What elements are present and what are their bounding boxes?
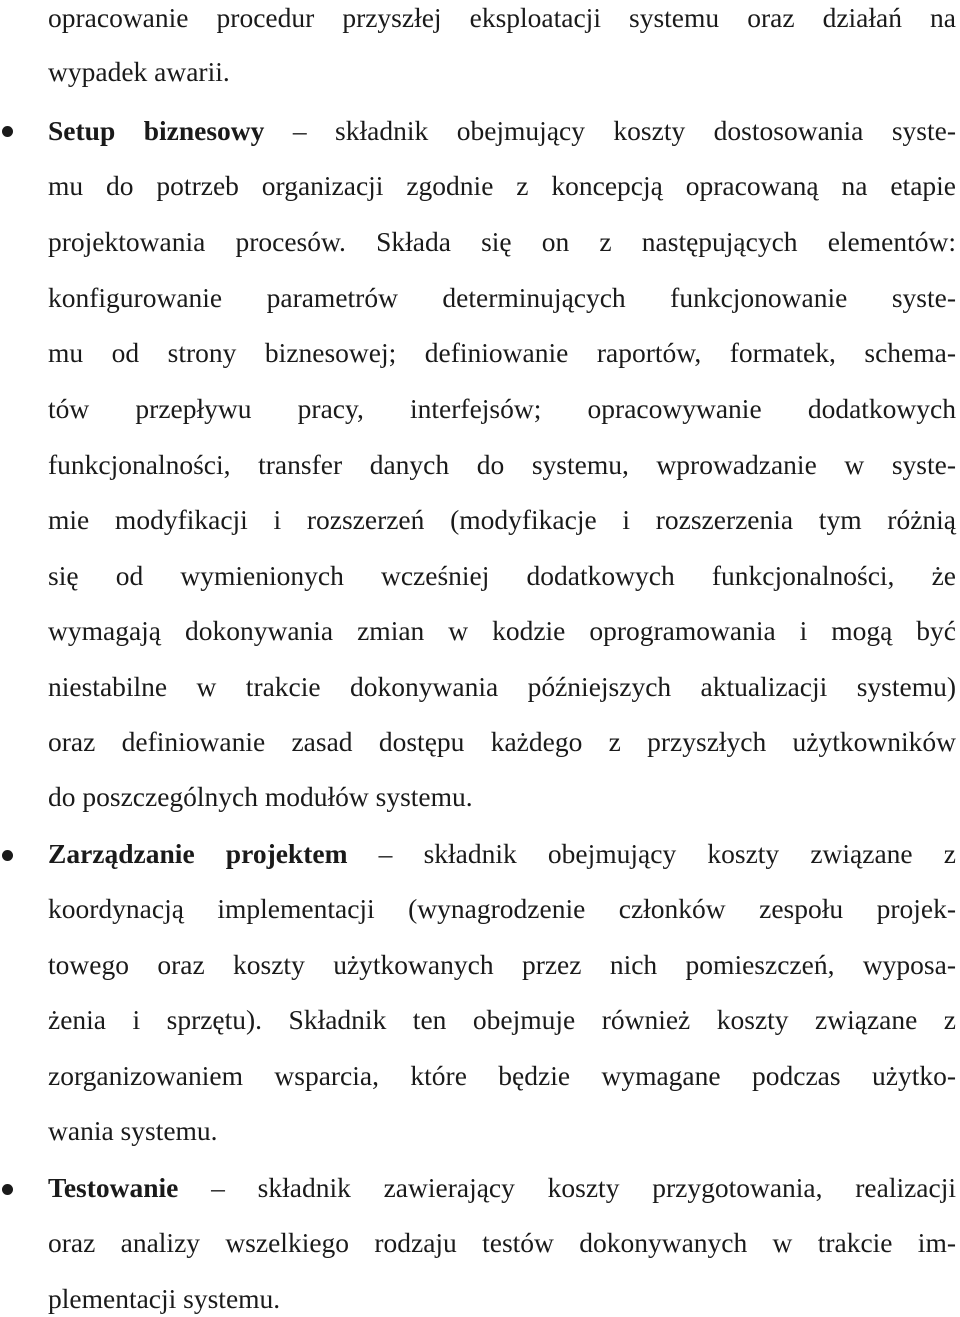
list-item-text: – składnik obejmujący koszty związane z <box>347 838 957 869</box>
list-item-line: wania systemu. <box>48 1115 218 1146</box>
list-item-line: koordynacją implementacji (wynagrodzenie członków zespołu projek- <box>48 893 956 924</box>
list-item-line: konfigurowanie parametrów determinujących funkcjonowanie syste- <box>48 282 956 313</box>
list-item-line: zorganizowaniem wsparcia, które będzie wymagane podczas użytko- <box>48 1060 956 1091</box>
list-item-line: mu od strony biznesowej; definiowanie raportów, formatek, schema- <box>48 337 956 368</box>
list-item-text: – składnik obejmujący koszty dostosowania syste- <box>264 115 957 146</box>
list-item-term: Testowanie <box>48 1172 179 1203</box>
list-item-first-line <box>48 1170 956 1206</box>
list-item-line: do poszczególnych modułów systemu. <box>48 781 473 812</box>
list-item-first-line <box>48 113 956 149</box>
list-item-line: funkcjonalności, transfer danych do systemu, wprowadzanie w syste- <box>48 449 956 480</box>
list-item-line: niestabilne w trakcie dokonywania późniejszych aktualizacji systemu) <box>48 671 956 702</box>
list-item-line: projektowania procesów. Składa się on z następujących elementów: <box>48 226 956 257</box>
list-item-line: żenia i sprzętu). Składnik ten obejmuje również koszty związane z <box>48 1004 956 1035</box>
bullet-icon <box>2 1184 13 1195</box>
list-item-line: tów przepływu pracy, interfejsów; opracowywanie dodatkowych <box>48 393 956 424</box>
list-item-line: towego oraz koszty użytkowanych przez nich pomieszczeń, wyposa- <box>48 949 956 980</box>
list-item-line: oraz analizy wszelkiego rodzaju testów dokonywanych w trakcie im- <box>48 1227 956 1258</box>
paragraph-line: opracowanie procedur przyszłej eksploatacji systemu oraz działań na <box>48 2 956 33</box>
list-item-line: oraz definiowanie zasad dostępu każdego z przyszłych użytkowników <box>48 726 956 757</box>
list-item-first-line <box>48 836 956 872</box>
list-item-term: Setup biznesowy <box>48 115 265 146</box>
list-item-line: mie modyfikacji i rozszerzeń (modyfikacje i rozszerzenia tym różnią <box>48 504 956 535</box>
paragraph-line: wypadek awarii. <box>48 56 230 87</box>
list-item-text: – składnik zawierający koszty przygotowania, realizacji <box>178 1172 956 1203</box>
list-item-line: plementacji systemu. <box>48 1283 281 1314</box>
list-item-line: się od wymienionych wcześniej dodatkowych funkcjonalności, że <box>48 560 956 591</box>
bullet-icon <box>2 850 13 861</box>
list-item-line: wymagają dokonywania zmian w kodzie oprogramowania i mogą być <box>48 615 956 646</box>
list-item-line: mu do potrzeb organizacji zgodnie z koncepcją opracowaną na etapie <box>48 170 956 201</box>
list-item-term: Zarządzanie projektem <box>48 838 348 869</box>
bullet-icon <box>2 126 13 137</box>
